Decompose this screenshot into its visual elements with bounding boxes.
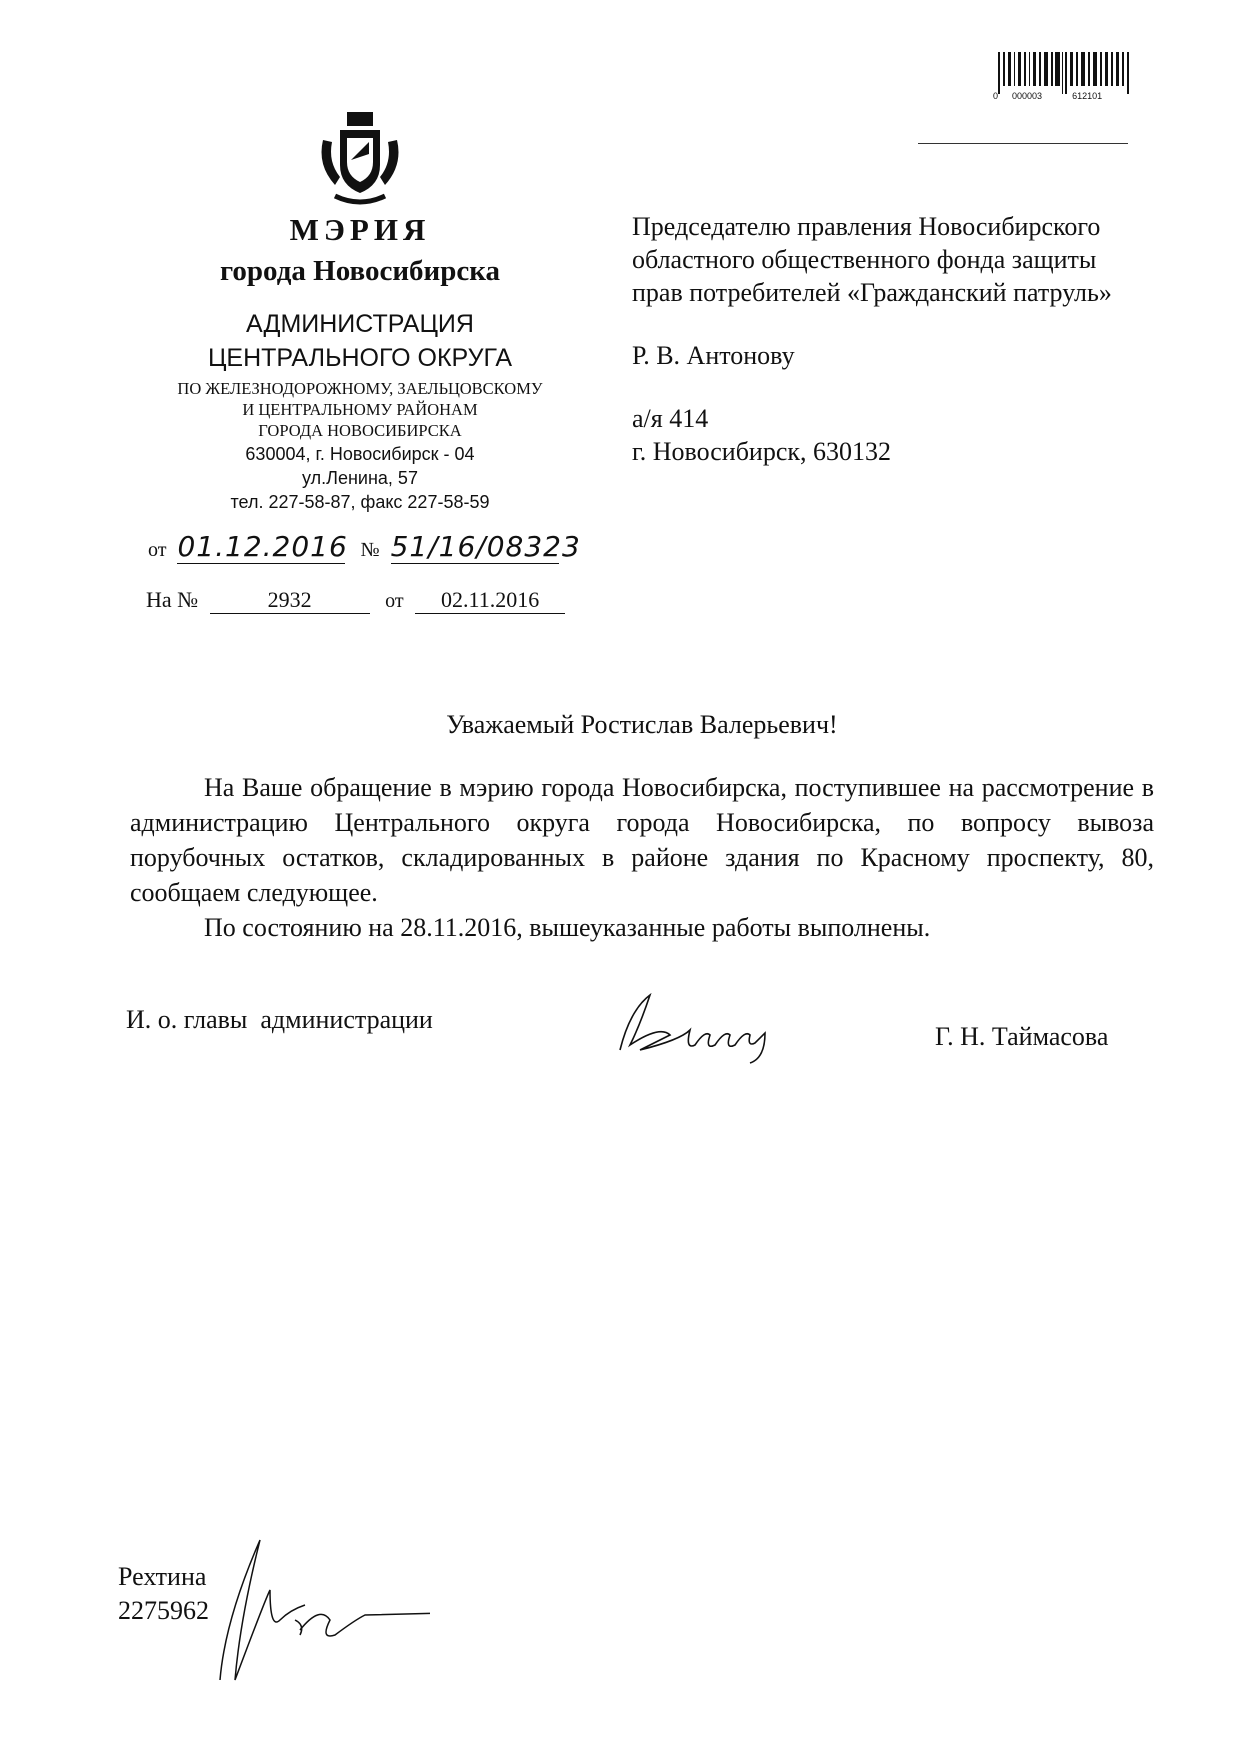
phone-fax: тел. 227-58-87, факс 227-58-59: [230, 492, 490, 512]
postal-address: 630004, г. Новосибирск - 04: [245, 444, 475, 464]
addressee-po-box: а/я 414: [632, 404, 709, 433]
incoming-number: 2932: [210, 587, 370, 614]
outgoing-number: 51/16/08323: [390, 530, 581, 563]
outgoing-date: 01.12.2016: [177, 530, 348, 563]
districts-line: ГОРОДА НОВОСИБИРСКА: [258, 421, 462, 440]
barcode-digits: 612101: [1072, 91, 1103, 101]
street-address: ул.Ленина, 57: [302, 468, 418, 488]
handwritten-signature: [610, 990, 810, 1075]
coat-of-arms-emblem: [315, 110, 405, 215]
signatory-position: И. о. главы администрации: [126, 1005, 433, 1034]
addressee-city: г. Новосибирск, 630132: [632, 437, 892, 466]
mayor-office-title: МЭРИЯ: [289, 212, 431, 247]
barcode: [993, 52, 1133, 101]
city-title: города Новосибирска: [219, 255, 501, 287]
signatory-name: Г. Н. Таймасова: [935, 1022, 1109, 1051]
addressee-line: Председателю правления Новосибирского: [632, 212, 1101, 241]
barcode-bars: [998, 52, 1130, 94]
incoming-date: 02.11.2016: [415, 587, 565, 614]
barcode-digits: 000003: [1012, 91, 1043, 101]
letter-body: [130, 770, 1154, 945]
administration-title: АДМИНИСТРАЦИЯ: [246, 310, 474, 338]
number-label: №: [360, 539, 380, 561]
divider: [918, 143, 1128, 144]
addressee-line: прав потребителей «Гражданский патруль»: [632, 278, 1112, 307]
executor-name: Рехтина: [118, 1562, 207, 1591]
paragraph: На Ваше обращение в мэрию города Новосибирска, поступившее на рассмотрение в администрацию Центрального округа города Новосибирска, по вопросу вывоза порубочных остатков, складированных в районе здания по Красному проспекту, 80, сообщаем следующее.: [130, 773, 1154, 907]
greeting: Уважаемый Ростислав Валерьевич!: [446, 710, 838, 739]
paragraph: По состоянию на 28.11.2016, вышеуказанные работы выполнены.: [204, 913, 931, 942]
addressee-name: Р. В. Антонову: [632, 341, 795, 370]
from-label: от: [148, 539, 167, 561]
incoming-reference: [146, 587, 565, 614]
executor-phone: 2275962: [118, 1596, 209, 1625]
barcode-digit: 0: [993, 91, 999, 101]
districts-line: ПО ЖЕЛЕЗНОДОРОЖНОМУ, ЗАЕЛЬЦОВСКОМУ: [177, 379, 543, 398]
districts-line: И ЦЕНТРАЛЬНОМУ РАЙОНАМ: [242, 400, 478, 419]
district-title: ЦЕНТРАЛЬНОГО ОКРУГА: [207, 344, 513, 372]
from-label: от: [385, 590, 404, 612]
outgoing-reference: [148, 530, 581, 564]
addressee-block: [632, 210, 1112, 468]
incoming-label: На №: [146, 587, 199, 612]
initials-signature: [200, 1530, 430, 1695]
addressee-line: областного общественного фонда защиты: [632, 245, 1097, 274]
